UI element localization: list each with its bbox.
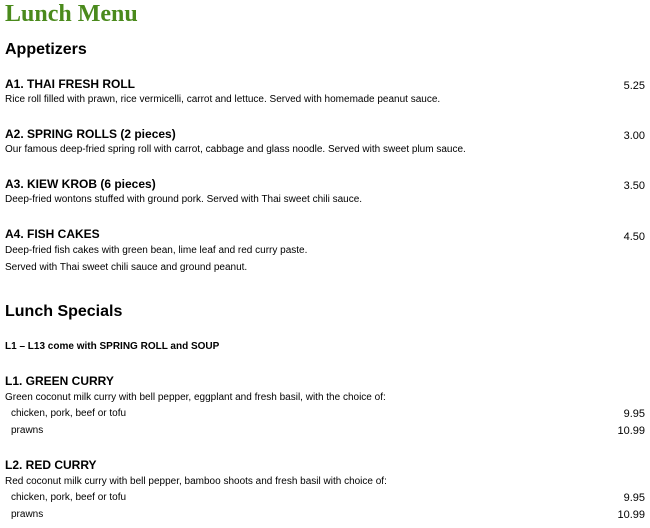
section-heading-lunch-specials: Lunch Specials xyxy=(5,303,123,320)
menu-item-name: A1. THAI FRESH ROLL xyxy=(5,77,136,91)
menu-option-label: chicken, pork, beef or tofu xyxy=(11,492,127,503)
menu-item-name: L2. RED CURRY xyxy=(5,458,97,472)
menu-item-description: Deep-fried wontons stuffed with ground pork. Served with Thai sweet chili sauce. xyxy=(5,194,363,205)
menu-item-name: L1. GREEN CURRY xyxy=(5,374,114,388)
menu-item-name: A3. KIEW KROB (6 pieces) xyxy=(5,177,156,191)
menu-item-description: Deep-fried fish cakes with green bean, lime leaf and red curry paste. xyxy=(5,245,308,256)
menu-item-price: 3.00 xyxy=(623,130,645,142)
menu-option-label: prawns xyxy=(11,509,44,520)
menu-option-price: 10.99 xyxy=(617,509,645,521)
menu-option-label: prawns xyxy=(11,425,44,436)
menu-option-label: chicken, pork, beef or tofu xyxy=(11,408,127,419)
menu-item-description: Our famous deep-fried spring roll with carrot, cabbage and glass noodle. Served with sweet plum sauce. xyxy=(5,144,466,155)
page-title: Lunch Menu xyxy=(5,1,138,27)
menu-item-price: 3.50 xyxy=(623,180,645,192)
menu-item-name: A2. SPRING ROLLS (2 pieces) xyxy=(5,127,176,141)
menu-option-price: 9.95 xyxy=(623,408,645,420)
menu-item-price: 4.50 xyxy=(623,231,645,243)
lunch-specials-note: L1 – L13 come with SPRING ROLL and SOUP xyxy=(5,341,220,352)
menu-item-price: 5.25 xyxy=(623,80,645,92)
menu-option-price: 9.95 xyxy=(623,492,645,504)
menu-item-description: Red coconut milk curry with bell pepper, bamboo shoots and fresh basil with choice of: xyxy=(5,476,387,487)
menu-item-description: Green coconut milk curry with bell pepper, eggplant and fresh basil, with the choice of: xyxy=(5,392,386,403)
menu-option-price: 10.99 xyxy=(617,425,645,437)
menu-item-description: Served with Thai sweet chili sauce and ground peanut. xyxy=(5,262,248,273)
section-heading-appetizers: Appetizers xyxy=(5,41,87,58)
menu-item-name: A4. FISH CAKES xyxy=(5,227,100,241)
menu-item-description: Rice roll filled with prawn, rice vermicelli, carrot and lettuce. Served with homemade peanut sauce. xyxy=(5,94,441,105)
